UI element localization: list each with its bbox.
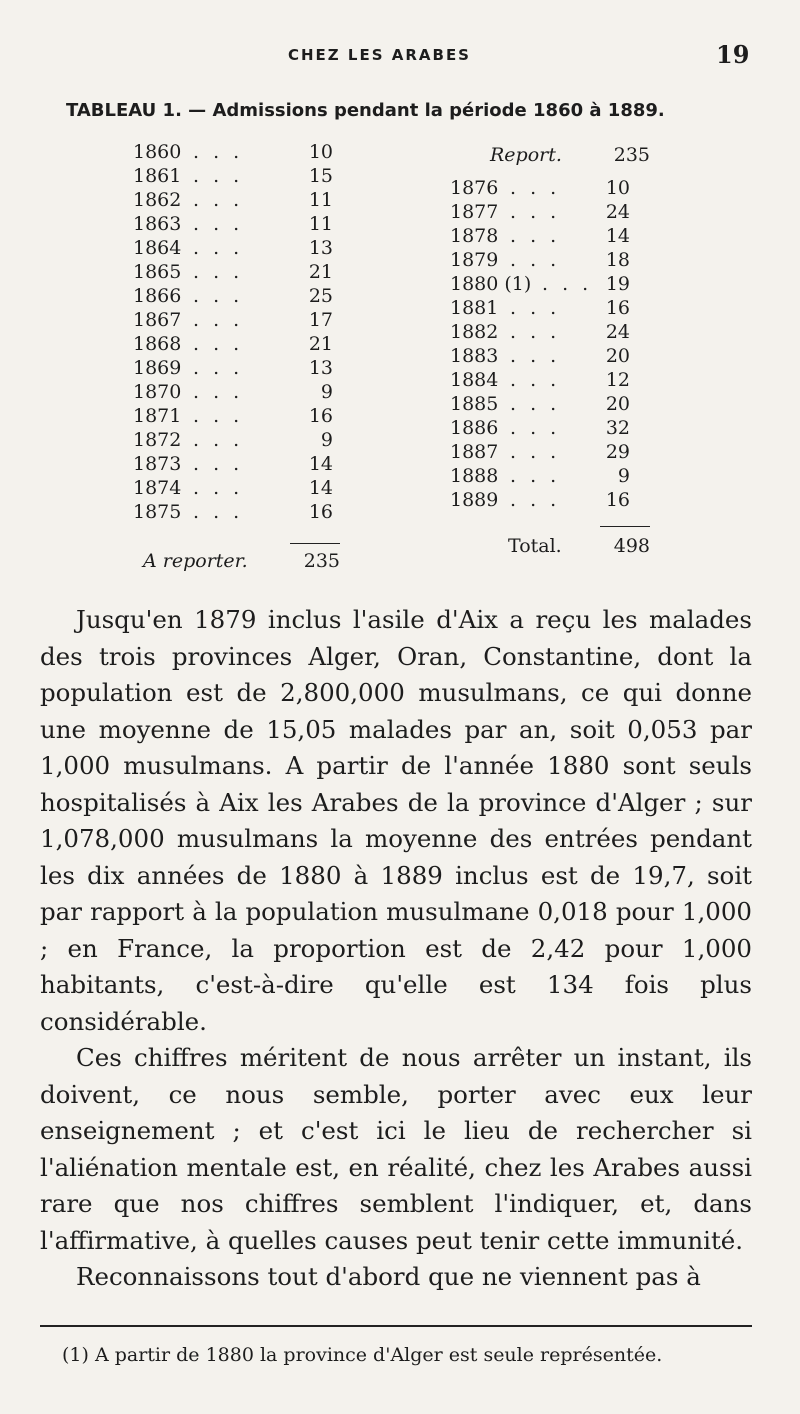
year-cell: 1878	[450, 225, 499, 247]
year-cell: 1864	[133, 237, 182, 259]
value-cell: 12	[605, 369, 630, 391]
year-cell: 1876	[450, 177, 499, 199]
table-row	[450, 368, 670, 392]
leader-dots: . . .	[510, 321, 561, 343]
leader-dots: . . .	[542, 273, 593, 295]
table-row	[450, 416, 670, 440]
value-cell: 24	[605, 321, 630, 343]
value-cell: 25	[308, 285, 333, 307]
table-row	[133, 428, 353, 452]
value-cell: 14	[605, 225, 630, 247]
value-cell: 16	[308, 405, 333, 427]
leader-dots: . . .	[193, 309, 244, 331]
leader-dots: . . .	[193, 453, 244, 475]
value-cell: 21	[308, 261, 333, 283]
running-title: CHEZ LES ARABES	[288, 46, 471, 64]
table-right-column	[450, 176, 670, 512]
value-cell: 20	[605, 345, 630, 367]
year-cell: 1885	[450, 393, 499, 415]
year-cell: 1882	[450, 321, 499, 343]
sum-rule-right	[600, 526, 650, 527]
value-cell: 13	[308, 237, 333, 259]
value-cell: 11	[308, 213, 333, 235]
year-cell: 1877	[450, 201, 499, 223]
leader-dots: . . .	[193, 429, 244, 451]
value-cell: 11	[308, 189, 333, 211]
year-cell: 1879	[450, 249, 499, 271]
year-cell: 1873	[133, 453, 182, 475]
value-cell: 10	[605, 177, 630, 199]
table-title: TABLEAU 1. — Admissions pendant la période 1860 à 1889.	[66, 100, 665, 121]
year-cell: 1888	[450, 465, 499, 487]
table-row	[450, 344, 670, 368]
leader-dots: . . .	[193, 405, 244, 427]
year-cell: 1886	[450, 417, 499, 439]
value-cell: 32	[605, 417, 630, 439]
year-cell: 1875	[133, 501, 182, 523]
paragraph: Ces chiffres méritent de nous arrêter un instant, ils doivent, ce nous semble, porter avec eux leur enseignement ; et c'est ici le lieu de rechercher si l'aliénation mentale est, en réalité, chez les Arabes aussi rare que nos chiffres semblent l'indiquer, et, dans l'affirmative, à quelles causes peut tenir cette immunité.	[40, 1043, 752, 1255]
table-row	[133, 188, 353, 212]
year-cell: 1871	[133, 405, 182, 427]
leader-dots: . . .	[193, 357, 244, 379]
footnote: (1) A partir de 1880 la province d'Alger est seule représentée.	[62, 1344, 663, 1366]
table-row	[133, 284, 353, 308]
value-cell: 16	[605, 297, 630, 319]
year-cell: 1884	[450, 369, 499, 391]
leader-dots: . . .	[193, 381, 244, 403]
table-row	[133, 500, 353, 524]
admissions-table	[0, 140, 800, 580]
table-row	[133, 260, 353, 284]
year-cell: 1870	[133, 381, 182, 403]
leader-dots: . . .	[510, 369, 561, 391]
report-label: Report.	[490, 144, 562, 166]
year-cell: 1861	[133, 165, 182, 187]
paragraph: Jusqu'en 1879 inclus l'asile d'Aix a reçu les malades des trois provinces Alger, Oran, Constantine, dont la population est de 2,800,000 musulmans, ce qui donne une moyenne de 15,05 malades par an, soit 0,053 par 1,000 musulmans. A partir de l'année 1880 sont seuls hospitalisés à Aix les Arabes de la province d'Alger ; sur 1,078,000 musulmans la moyenne des entrées pendant les dix années de 1880 à 1889 inclus est de 19,7, soit par rapport à la population musulmane 0,018 pour 1,000 ; en France, la proportion est de 2,42 pour 1,000 habitants, c'est-à-dire qu'elle est 134 fois plus considérable.	[40, 605, 752, 1036]
reporter-value: 235	[303, 550, 340, 572]
year-cell: 1889	[450, 489, 499, 511]
footnote-rule	[40, 1325, 752, 1327]
leader-dots: . . .	[510, 441, 561, 463]
leader-dots: . . .	[193, 333, 244, 355]
sum-rule-left	[290, 543, 340, 544]
leader-dots: . . .	[510, 489, 561, 511]
leader-dots: . . .	[193, 477, 244, 499]
value-cell: 15	[308, 165, 333, 187]
value-cell: 24	[605, 201, 630, 223]
year-cell: 1866	[133, 285, 182, 307]
value-cell: 16	[308, 501, 333, 523]
leader-dots: . . .	[193, 501, 244, 523]
table-row	[133, 332, 353, 356]
leader-dots: . . .	[510, 297, 561, 319]
leader-dots: . . .	[193, 237, 244, 259]
leader-dots: . . .	[510, 417, 561, 439]
leader-dots: . . .	[193, 165, 244, 187]
value-cell: 9	[320, 429, 333, 451]
page-number: 19	[716, 40, 750, 69]
total-value: 498	[613, 535, 650, 557]
table-row	[450, 248, 670, 272]
table-row	[450, 488, 670, 512]
value-cell: 29	[605, 441, 630, 463]
paragraph: Reconnaissons tout d'abord que ne viennent pas à	[76, 1262, 701, 1291]
leader-dots: . . .	[193, 141, 244, 163]
value-cell: 9	[320, 381, 333, 403]
leader-dots: . . .	[193, 261, 244, 283]
leader-dots: . . .	[510, 465, 561, 487]
table-row	[133, 236, 353, 260]
leader-dots: . . .	[510, 393, 561, 415]
value-cell: 13	[308, 357, 333, 379]
value-cell: 9	[617, 465, 630, 487]
year-cell: 1860	[133, 141, 182, 163]
table-row	[133, 164, 353, 188]
leader-dots: . . .	[510, 225, 561, 247]
year-cell: 1881	[450, 297, 499, 319]
table-row	[450, 224, 670, 248]
value-cell: 17	[308, 309, 333, 331]
value-cell: 18	[605, 249, 630, 271]
table-row	[133, 140, 353, 164]
table-row	[133, 404, 353, 428]
value-cell: 10	[308, 141, 333, 163]
report-value: 235	[613, 144, 650, 166]
year-cell: 1880 (1)	[450, 273, 532, 295]
year-cell: 1887	[450, 441, 499, 463]
table-row	[450, 440, 670, 464]
value-cell: 21	[308, 333, 333, 355]
year-cell: 1868	[133, 333, 182, 355]
table-row	[133, 356, 353, 380]
leader-dots: . . .	[510, 249, 561, 271]
page-header	[0, 40, 800, 70]
table-row	[133, 308, 353, 332]
table-row	[450, 320, 670, 344]
table-row	[450, 392, 670, 416]
year-cell: 1869	[133, 357, 182, 379]
year-cell: 1872	[133, 429, 182, 451]
year-cell: 1865	[133, 261, 182, 283]
value-cell: 14	[308, 453, 333, 475]
table-row	[450, 200, 670, 224]
leader-dots: . . .	[193, 285, 244, 307]
reporter-label: A reporter.	[143, 550, 248, 572]
table-row	[133, 212, 353, 236]
body-text	[40, 602, 752, 1296]
leader-dots: . . .	[510, 201, 561, 223]
table-row	[450, 296, 670, 320]
table-left-column	[133, 140, 353, 524]
table-row	[450, 176, 670, 200]
value-cell: 20	[605, 393, 630, 415]
leader-dots: . . .	[510, 177, 561, 199]
year-cell: 1863	[133, 213, 182, 235]
leader-dots: . . .	[510, 345, 561, 367]
year-cell: 1862	[133, 189, 182, 211]
year-cell: 1874	[133, 477, 182, 499]
value-cell: 16	[605, 489, 630, 511]
leader-dots: . . .	[193, 213, 244, 235]
table-row	[133, 476, 353, 500]
year-cell: 1883	[450, 345, 499, 367]
value-cell: 19	[605, 273, 630, 295]
table-row	[450, 272, 670, 296]
total-label: Total.	[508, 535, 562, 557]
table-row	[133, 380, 353, 404]
table-row	[450, 464, 670, 488]
leader-dots: . . .	[193, 189, 244, 211]
value-cell: 14	[308, 477, 333, 499]
table-row	[133, 452, 353, 476]
year-cell: 1867	[133, 309, 182, 331]
